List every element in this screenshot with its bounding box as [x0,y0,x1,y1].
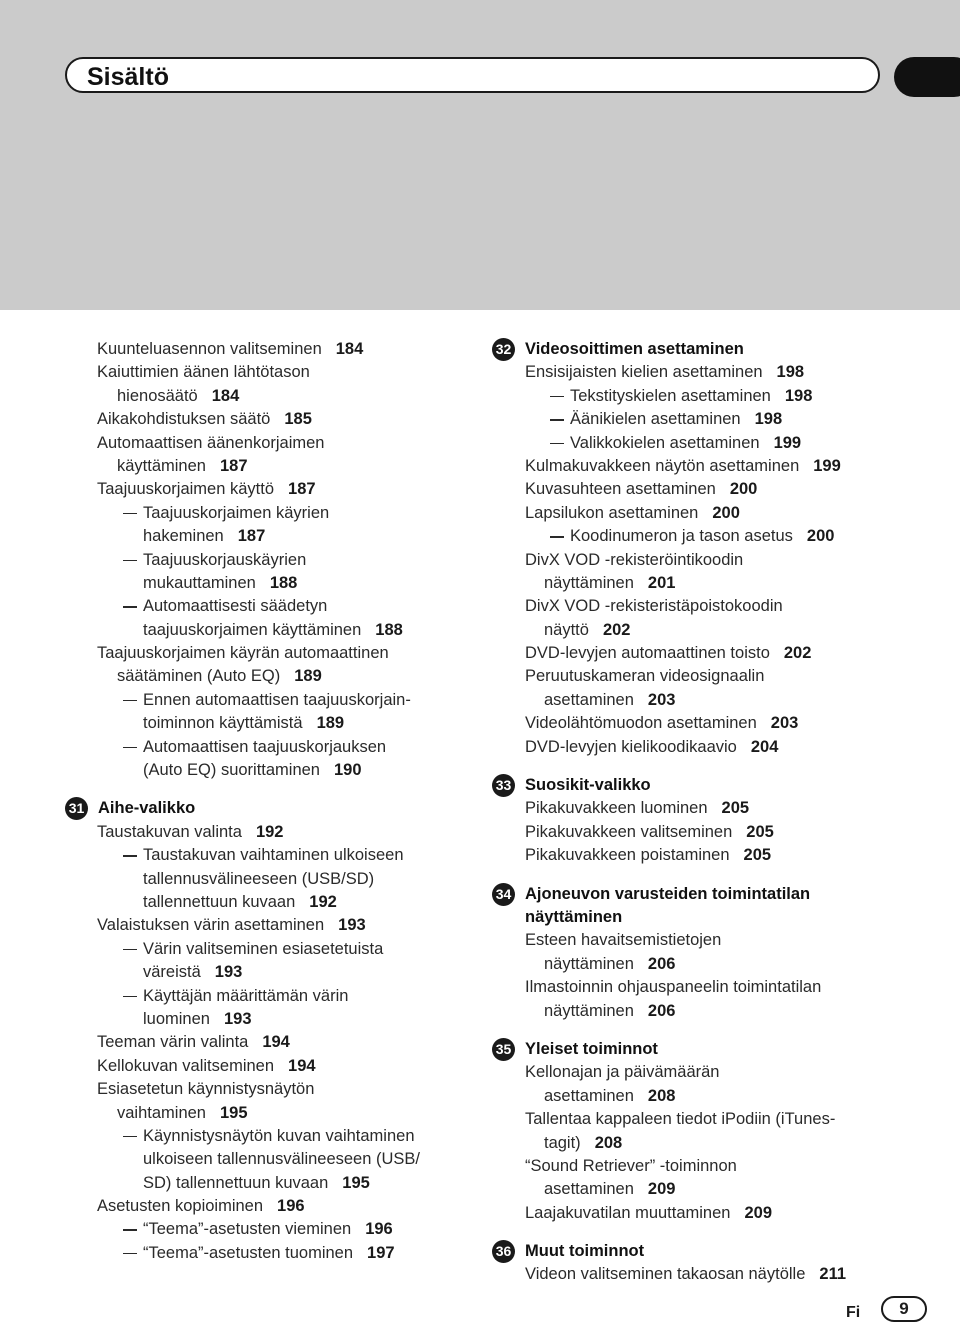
toc-entry-text: Taajuuskorjaimen käyttö [97,480,275,499]
toc-entry [65,985,465,1008]
toc-entry-text: tagit) [544,1133,581,1152]
chapter-number-badge: 33 [492,774,515,797]
section-heading-text: Suosikit-valikko [525,776,651,795]
toc-entry [492,689,932,712]
toc-entry-text: (Auto EQ) suorittaminen [143,761,320,780]
toc-entry-text: käyttäminen [117,456,206,475]
toc-entry [65,549,465,572]
toc-page-number: 192 [309,892,337,911]
toc-entry-text: Äänikielen asettaminen [570,410,741,429]
toc-entry-text: väreistä [143,963,201,982]
subentry-dash [123,700,137,702]
toc-entry [492,1108,932,1131]
toc-entry [65,1055,465,1078]
subentry-dash [550,396,564,398]
section-heading-text: Muut toiminnot [525,1242,645,1261]
toc-entry [65,1102,465,1125]
toc-entry-text: Laajakuvatilan muuttaminen [525,1203,731,1222]
toc-entry-text: Teeman värin valinta [97,1033,249,1052]
toc-page-number: 188 [269,573,298,592]
toc-entry [492,736,932,759]
toc-entry [65,525,465,548]
toc-page-number: 205 [743,846,772,865]
toc-entry-text: Tekstityskielen asettaminen [570,386,771,405]
toc-entry [65,1008,465,1031]
toc-page-number: 206 [647,1001,676,1020]
toc-page-number: 209 [744,1203,772,1222]
toc-entry-text: DVD-levyjen kielikoodikaavio [525,737,737,756]
toc-entry [492,549,932,572]
toc-entry [65,432,465,455]
toc-entry-text: Kaiuttimien äänen lähtötason [97,363,310,382]
toc-entry-text: Lapsilukon asettaminen [525,503,699,522]
chapter-number-badge: 35 [492,1038,515,1061]
toc-entry [492,1061,932,1084]
toc-entry-text: Valaistuksen värin asettaminen [97,916,325,935]
toc-entry-text: tallennettuun kuvaan [143,892,296,911]
toc-entry-text: asettaminen [544,1086,634,1105]
toc-entry-text: Taajuuskorjaimen käyrän automaattinen [97,644,389,663]
toc-entry-text: Pikakuvakkeen luominen [525,799,708,818]
toc-page-number: 194 [288,1056,316,1075]
toc-entry [65,408,465,431]
header-band [0,0,960,310]
toc-page-number: 185 [284,410,312,429]
toc-page-number: 198 [784,386,813,405]
section-heading-text: Aihe-valikko [98,799,196,818]
subentry-dash [123,949,137,951]
toc-entry-text: Peruutuskameran videosignaalin [525,667,765,686]
toc-entry [492,361,932,384]
toc-entry [65,1148,465,1171]
section-heading [492,338,932,361]
toc-page-number: 203 [770,714,799,733]
page-title: Sisältö [87,63,169,91]
toc-entry-text: Taajuuskorjaimen käyrien [143,503,330,522]
toc-entry-text: hakeminen [143,527,224,546]
toc-page-number: 205 [746,822,774,841]
toc-page-number: 203 [647,690,676,709]
toc-entry [492,1178,932,1201]
toc-entry [65,844,465,867]
section-heading [492,774,932,797]
toc-entry-text: DivX VOD -rekisteröintikoodin [525,550,744,569]
toc-entry-text: Esteen havaitsemistietojen [525,931,722,950]
toc-entry [65,455,465,478]
subentry-dash [123,996,137,998]
toc-entry-text: Pikakuvakkeen poistaminen [525,846,730,865]
toc-entry [492,844,932,867]
toc-entry-text: Asetusten kopioiminen [97,1197,264,1216]
toc-entry [65,502,465,525]
toc-page-number: 187 [237,527,266,546]
toc-page-number: 198 [776,363,805,382]
toc-entry [492,976,932,999]
toc-entry-text: Kellonajan ja päivämäärän [525,1063,720,1082]
toc-entry [65,665,465,688]
toc-entry-text: asettaminen [544,690,634,709]
toc-entry-text: näyttäminen [544,954,634,973]
chapter-number-badge: 31 [65,797,88,820]
toc-entry-text: Kulmakuvakkeen näytön asettaminen [525,456,800,475]
toc-page-number: 196 [277,1197,305,1216]
toc-page-number: 189 [316,714,345,733]
toc-page-number: 202 [783,644,812,663]
section-heading-text: Ajoneuvon varusteiden toimintatilan [525,884,811,903]
subentry-dash [123,1136,137,1138]
toc-entry [492,1263,932,1286]
section-heading [492,906,932,929]
toc-page-number: 200 [712,503,740,522]
toc-page-number: 199 [813,456,841,475]
subentry-dash [123,513,137,515]
toc-page-number: 184 [211,386,240,405]
toc-entry [492,595,932,618]
toc-entry [65,478,465,501]
page-number: 9 [881,1296,927,1322]
toc-page-number: 211 [819,1265,847,1284]
toc-entry-text: Kuvasuhteen asettaminen [525,480,716,499]
toc-entry-text: Automaattisesti säädetyn [143,597,328,616]
toc-page-number: 193 [338,916,366,935]
toc-entry-text: “Teema”-asetusten vieminen [143,1220,352,1239]
toc-entry-text: näyttäminen [544,573,634,592]
toc-page-number: 189 [294,667,322,686]
toc-entry [65,961,465,984]
toc-page-number: 190 [334,761,362,780]
section-heading-text: Yleiset toiminnot [525,1039,658,1058]
toc-entry-text: hienosäätö [117,386,198,405]
toc-page-number: 204 [750,737,779,756]
toc-page-number: 192 [255,822,284,841]
toc-entry-text: Ilmastoinnin ohjauspaneelin toimintatilan [525,978,822,997]
toc-entry [492,1085,932,1108]
toc-entry [492,478,932,501]
toc-entry [65,938,465,961]
toc-entry-text: Käynnistysnäytön kuvan vaihtaminen [143,1126,415,1145]
toc-entry-text: vaihtaminen [117,1103,206,1122]
toc-entry-text: Taustakuvan vaihtaminen ulkoiseen [143,846,404,865]
toc-entry-text: toiminnon käyttämistä [143,714,303,733]
toc-entry [65,1125,465,1148]
toc-entry-text: SD) tallennettuun kuvaan [143,1173,329,1192]
toc-entry-text: Kellokuvan valitseminen [97,1056,275,1075]
toc-entry [492,385,932,408]
toc-entry-text: Automaattisen taajuuskorjauksen [143,737,387,756]
toc-entry-text: asettaminen [544,1180,634,1199]
toc-entry-text: Kuunteluasennon valitseminen [97,340,322,358]
toc-entry-text: Taustakuvan valinta [97,822,242,841]
chapter-tab-marker [894,57,960,97]
toc-entry [65,338,465,361]
toc-page-number: 200 [729,480,758,499]
subentry-dash [550,443,564,445]
toc-entry [65,736,465,759]
chapter-number-badge: 32 [492,338,515,361]
toc-page-number: 198 [754,410,783,429]
toc-page-number: 187 [288,480,316,499]
toc-entry-text: tallennusvälineeseen (USB/SD) [143,869,375,888]
subentry-dash [123,747,137,749]
toc-page-number: 197 [367,1243,395,1262]
toc-page-number: 200 [806,527,835,546]
subentry-dash [123,855,137,857]
chapter-number-badge: 36 [492,1240,515,1263]
section-heading [492,1240,932,1263]
toc-entry-text: Ensisijaisten kielien asettaminen [525,363,763,382]
subentry-dash [550,536,564,538]
toc-entry [492,572,932,595]
toc-entry [492,821,932,844]
toc-page-number: 206 [647,954,676,973]
toc-entry [492,665,932,688]
toc-entry [65,1078,465,1101]
toc-entry [65,619,465,642]
toc-entry [65,572,465,595]
toc-page-number: 195 [342,1173,370,1192]
section-heading [492,1038,932,1061]
toc-entry-text: Tallentaa kappaleen tiedot iPodiin (iTunes- [525,1110,836,1129]
toc-entry-text: Värin valitseminen esiasetetuista [143,939,384,958]
toc-page-number: 202 [602,620,631,639]
title-pill [65,57,880,93]
toc-entry [65,1218,465,1241]
toc-page-number: 187 [219,456,248,475]
toc-entry [65,595,465,618]
toc-entry-text: mukauttaminen [143,573,256,592]
toc-entry [65,1242,465,1265]
toc-page-number: 208 [594,1133,623,1152]
toc-entry [65,1195,465,1218]
toc-page-number: 195 [219,1103,248,1122]
toc-entry-text: taajuuskorjaimen käyttäminen [143,620,362,639]
section-heading [65,797,465,820]
toc-entry-text: Valikkokielen asettaminen [570,433,760,452]
section-heading-text: Videosoittimen asettaminen [525,340,744,358]
toc-entry [65,891,465,914]
toc-entry-text: ulkoiseen tallennusvälineeseen (USB/ [143,1150,421,1169]
subentry-dash [123,606,137,608]
toc-entry [65,1172,465,1195]
toc-entry [492,712,932,735]
toc-entry [492,408,932,431]
toc-entry [65,712,465,735]
toc-entry-text: Koodinumeron ja tason asetus [570,527,793,546]
section-heading [492,883,932,906]
toc-entry [492,525,932,548]
language-code: Fi [846,1304,861,1321]
toc-entry-text: “Sound Retriever” -toiminnon [525,1156,737,1175]
toc-entry [65,385,465,408]
toc-entry [65,914,465,937]
subentry-dash [123,1253,137,1255]
toc-entry [492,1155,932,1178]
toc-column-right [492,338,932,1287]
toc-entry-text: Videon valitseminen takaosan näytölle [525,1265,806,1284]
section-heading-text: näyttäminen [525,907,623,926]
toc-entry [65,1031,465,1054]
toc-entry [492,432,932,455]
toc-entry-text: Videolähtömuodon asettaminen [525,714,757,733]
toc-page-number: 184 [335,340,364,358]
toc-entry [492,1132,932,1155]
toc-entry-text: “Teema”-asetusten tuominen [143,1243,354,1262]
subentry-dash [123,560,137,562]
toc-entry-text: Aikakohdistuksen säätö [97,410,271,429]
toc-entry [65,361,465,384]
toc-page-number: 208 [647,1086,676,1105]
toc-entry [492,502,932,525]
toc-entry-text: Ennen automaattisen taajuuskorjain- [143,690,411,709]
toc-page-number: 199 [773,433,802,452]
toc-entry-text: Käyttäjän määrittämän värin [143,986,349,1005]
toc-entry [492,1000,932,1023]
toc-entry [65,821,465,844]
toc-page-number: 194 [262,1033,290,1052]
toc-entry [492,619,932,642]
toc-entry [492,797,932,820]
subentry-dash [550,419,564,421]
toc-entry [65,759,465,782]
toc-page-number: 209 [647,1180,676,1199]
toc-entry-text: näyttö [544,620,589,639]
toc-entry-text: näyttäminen [544,1001,634,1020]
subentry-dash [123,1229,137,1231]
toc-page-number: 188 [375,620,403,639]
toc-page-number: 193 [223,1009,252,1028]
toc-column-left [65,338,465,1265]
toc-page-number: 193 [214,963,243,982]
toc-entry-text: Pikakuvakkeen valitseminen [525,822,733,841]
toc-entry [492,953,932,976]
toc-entry [492,1202,932,1225]
toc-entry [492,929,932,952]
toc-entry-text: Esiasetetun käynnistysnäytön [97,1080,315,1099]
toc-entry [492,455,932,478]
chapter-number-badge: 34 [492,883,515,906]
toc-entry [492,642,932,665]
toc-entry-text: Automaattisen äänenkorjaimen [97,433,325,452]
toc-entry-text: luominen [143,1009,210,1028]
toc-page-number: 201 [647,573,676,592]
toc-page-number: 196 [365,1220,393,1239]
toc-entry-text: DVD-levyjen automaattinen toisto [525,644,770,663]
toc-entry [65,642,465,665]
toc-entry [65,868,465,891]
toc-page-number: 205 [721,799,750,818]
toc-entry [65,689,465,712]
toc-entry-text: DivX VOD -rekisteristäpoistokoodin [525,597,783,616]
toc-entry-text: Taajuuskorjauskäyrien [143,550,307,569]
toc-entry-text: säätäminen (Auto EQ) [117,667,281,686]
